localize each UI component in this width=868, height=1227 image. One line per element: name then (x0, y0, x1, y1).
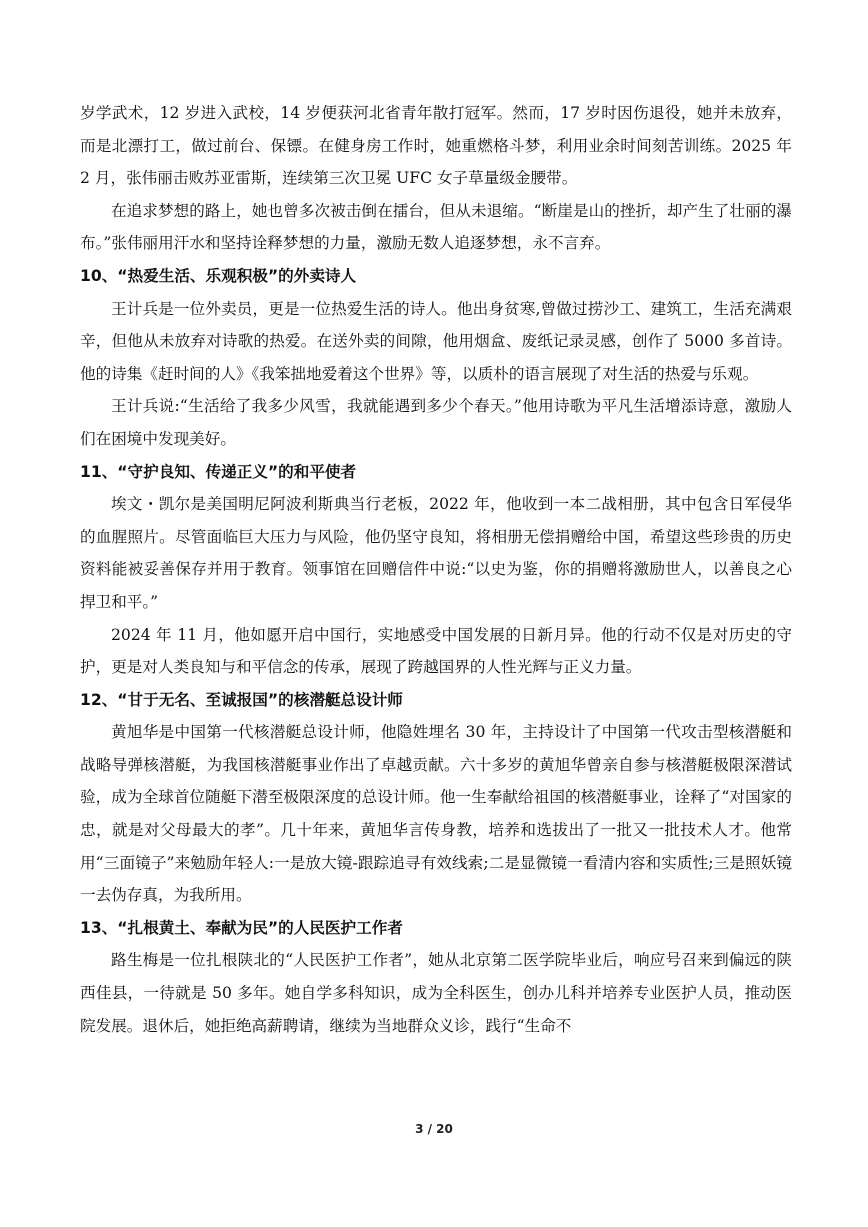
section-heading-13: 13、“扎根黄土、奉献为民”的人民医护工作者 (80, 918, 403, 937)
paragraph: 路生梅是一位扎根陕北的“人民医护工作者”，她从北京第二医学院毕业后，响应号召来到偏远的陕西佳县，一待就是 50 多年。她自学多科知识，成为全科医生，创办儿科并培养专业医护人员，推动医院发展。退休后，她拒绝高薪聘请，继续为当地群众义诊，践行“生命不 (80, 951, 792, 1035)
page-body (80, 97, 792, 1042)
page-number: 3 / 20 (415, 1122, 453, 1136)
paragraph: 黄旭华是中国第一代核潜艇总设计师，他隐姓埋名 30 年，主持设计了中国第一代攻击型核潜艇和战略导弹核潜艇，为我国核潜艇事业作出了卓越贡献。六十多岁的黄旭华曾亲自参与核潜艇极限深潜试验，成为全球首位随艇下潜至极限深度的总设计师。他一生奉献给祖国的核潜艇事业，诠释了“对国家的忠，就是对父母最大的孝”。几十年来，黄旭华言传身教，培养和选拔出了一批又一批技术人才。他常用“三面镜子”来勉励年轻人:一是放大镜-跟踪追寻有效线索;二是显微镜一看清内容和实质性;三是照妖镜一去伪存真，为我所用。 (80, 723, 792, 905)
section-heading-11: 11、“守护良知、传递正义”的和平使者 (80, 462, 357, 481)
paragraph: 2024 年 11 月，他如愿开启中国行，实地感受中国发展的日新月异。他的行动不仅是对历史的守护，更是对人类良知与和平信念的传承，展现了跨越国界的人性光辉与正义力量。 (80, 625, 792, 677)
paragraph: 在追求梦想的路上，她也曾多次被击倒在擂台，但从未退缩。“断崖是山的挫折，却产生了壮丽的瀑布。”张伟丽用汗水和坚持诠释梦想的力量，激励无数人追逐梦想，永不言弃。 (80, 201, 792, 253)
paragraph: 埃文・凯尔是美国明尼阿波利斯典当行老板，2022 年，他收到一本二战相册，其中包含日军侵华的血腥照片。尽管面临巨大压力与风险，他仍坚守良知，将相册无偿捐赠给中国，希望这些珍贵的历史资料能被妥善保存并用于教育。领事馆在回赠信件中说:“以史为鉴，你的捐赠将激励世人，以善良之心捍卫和平。” (80, 495, 792, 611)
paragraph: 王计兵是一位外卖员，更是一位热爱生活的诗人。他出身贫寒,曾做过捞沙工、建筑工，生活充满艰辛，但他从未放弃对诗歌的热爱。在送外卖的间隙，他用烟盒、废纸记录灵感，创作了 5000 多首诗。他的诗集《赶时间的人》《我笨拙地爱着这个世界》等，以质朴的语言展现了对生活的热爱与乐观。 (80, 299, 792, 383)
paragraph: 王计兵说:“生活给了我多少风雪，我就能遇到多少个春天。”他用诗歌为平凡生活增添诗意，激励人们在困境中发现美好。 (80, 397, 792, 448)
paragraph: 岁学武术，12 岁进入武校，14 岁便获河北省青年散打冠军。然而，17 岁时因伤退役，她并未放弃，而是北漂打工，做过前台、保镖。在健身房工作时，她重燃格斗梦，利用业余时间刻苦训练。2025 年 2 月，张伟丽击败苏亚雷斯，连续第三次卫冕 UFC 女子草量级金腰带。 (80, 104, 792, 188)
section-heading-12: 12、“甘于无名、至诚报国”的核潜艇总设计师 (80, 690, 403, 709)
section-heading-10: 10、“热爱生活、乐观积极”的外卖诗人 (80, 266, 357, 285)
